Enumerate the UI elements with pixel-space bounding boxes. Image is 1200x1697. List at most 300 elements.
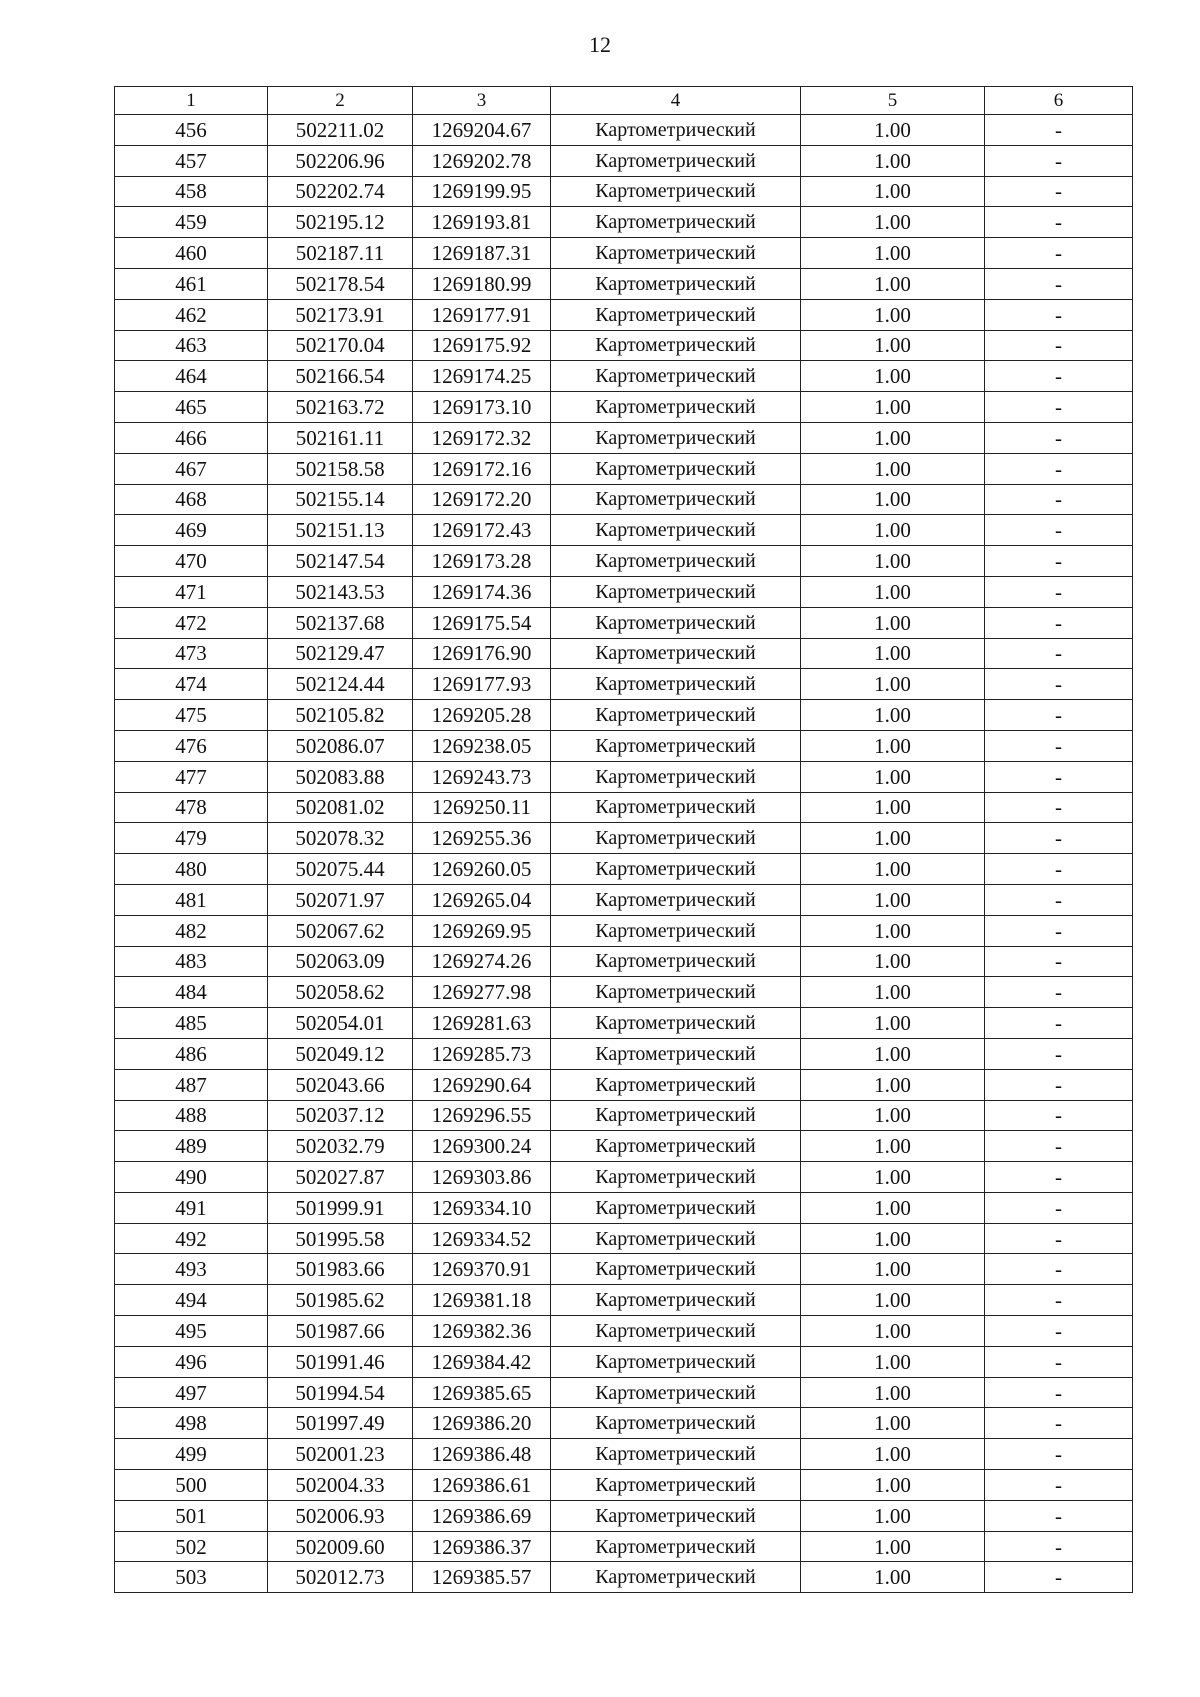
table-row: [115, 638, 1133, 669]
y-coordinate-cell: 1269173.10: [413, 392, 551, 423]
accuracy-cell: 1.00: [801, 115, 985, 146]
method-cell: Картометрический: [551, 268, 801, 299]
table-row: [115, 1439, 1133, 1470]
point-number-cell: 456: [115, 115, 268, 146]
point-number-cell: 481: [115, 884, 268, 915]
y-coordinate-cell: 1269243.73: [413, 761, 551, 792]
x-coordinate-cell: 502124.44: [268, 669, 413, 700]
y-coordinate-cell: 1269173.28: [413, 546, 551, 577]
note-cell: -: [985, 884, 1133, 915]
method-cell: Картометрический: [551, 207, 801, 238]
table-row: [115, 1408, 1133, 1439]
point-number-cell: 491: [115, 1192, 268, 1223]
accuracy-cell: 1.00: [801, 422, 985, 453]
x-coordinate-cell: 502012.73: [268, 1562, 413, 1593]
method-cell: Картометрический: [551, 576, 801, 607]
y-coordinate-cell: 1269370.91: [413, 1254, 551, 1285]
table-row: [115, 607, 1133, 638]
note-cell: -: [985, 1500, 1133, 1531]
y-coordinate-cell: 1269386.48: [413, 1439, 551, 1470]
method-cell: Картометрический: [551, 792, 801, 823]
x-coordinate-cell: 501983.66: [268, 1254, 413, 1285]
point-number-cell: 474: [115, 669, 268, 700]
point-number-cell: 457: [115, 145, 268, 176]
y-coordinate-cell: 1269175.92: [413, 330, 551, 361]
note-cell: -: [985, 730, 1133, 761]
method-cell: Картометрический: [551, 946, 801, 977]
table-row: [115, 761, 1133, 792]
accuracy-cell: 1.00: [801, 1069, 985, 1100]
x-coordinate-cell: 501997.49: [268, 1408, 413, 1439]
table-row: [115, 1254, 1133, 1285]
method-cell: Картометрический: [551, 884, 801, 915]
point-number-cell: 492: [115, 1223, 268, 1254]
note-cell: -: [985, 238, 1133, 269]
accuracy-cell: 1.00: [801, 823, 985, 854]
point-number-cell: 500: [115, 1470, 268, 1501]
table-row: [115, 946, 1133, 977]
point-number-cell: 471: [115, 576, 268, 607]
note-cell: -: [985, 1038, 1133, 1069]
accuracy-cell: 1.00: [801, 977, 985, 1008]
method-cell: Картометрический: [551, 1285, 801, 1316]
note-cell: -: [985, 823, 1133, 854]
accuracy-cell: 1.00: [801, 330, 985, 361]
x-coordinate-cell: 502137.68: [268, 607, 413, 638]
note-cell: -: [985, 1223, 1133, 1254]
x-coordinate-cell: 502158.58: [268, 453, 413, 484]
x-coordinate-cell: 502178.54: [268, 268, 413, 299]
note-cell: -: [985, 1162, 1133, 1193]
table-row: [115, 915, 1133, 946]
note-cell: -: [985, 145, 1133, 176]
x-coordinate-cell: 502195.12: [268, 207, 413, 238]
x-coordinate-cell: 502081.02: [268, 792, 413, 823]
table-row: [115, 422, 1133, 453]
table-row: [115, 1377, 1133, 1408]
x-coordinate-cell: 502001.23: [268, 1439, 413, 1470]
method-cell: Картометрический: [551, 915, 801, 946]
accuracy-cell: 1.00: [801, 946, 985, 977]
note-cell: -: [985, 915, 1133, 946]
table-row: [115, 207, 1133, 238]
note-cell: -: [985, 1439, 1133, 1470]
x-coordinate-cell: 502078.32: [268, 823, 413, 854]
y-coordinate-cell: 1269177.93: [413, 669, 551, 700]
method-cell: Картометрический: [551, 299, 801, 330]
method-cell: Картометрический: [551, 1131, 801, 1162]
table-row: [115, 576, 1133, 607]
table-row: [115, 176, 1133, 207]
note-cell: -: [985, 515, 1133, 546]
y-coordinate-cell: 1269386.61: [413, 1470, 551, 1501]
accuracy-cell: 1.00: [801, 761, 985, 792]
accuracy-cell: 1.00: [801, 884, 985, 915]
table-row: [115, 700, 1133, 731]
method-cell: Картометрический: [551, 1470, 801, 1501]
method-cell: Картометрический: [551, 1316, 801, 1347]
point-number-cell: 467: [115, 453, 268, 484]
table-row: [115, 977, 1133, 1008]
x-coordinate-cell: 502067.62: [268, 915, 413, 946]
note-cell: -: [985, 392, 1133, 423]
point-number-cell: 489: [115, 1131, 268, 1162]
y-coordinate-cell: 1269202.78: [413, 145, 551, 176]
x-coordinate-cell: 502129.47: [268, 638, 413, 669]
header-row: [115, 87, 1133, 115]
table-row: [115, 1192, 1133, 1223]
note-cell: -: [985, 1377, 1133, 1408]
x-coordinate-cell: 502206.96: [268, 145, 413, 176]
y-coordinate-cell: 1269386.69: [413, 1500, 551, 1531]
y-coordinate-cell: 1269250.11: [413, 792, 551, 823]
accuracy-cell: 1.00: [801, 638, 985, 669]
x-coordinate-cell: 502173.91: [268, 299, 413, 330]
note-cell: -: [985, 361, 1133, 392]
method-cell: Картометрический: [551, 607, 801, 638]
point-number-cell: 484: [115, 977, 268, 1008]
accuracy-cell: 1.00: [801, 1162, 985, 1193]
method-cell: Картометрический: [551, 700, 801, 731]
y-coordinate-cell: 1269177.91: [413, 299, 551, 330]
note-cell: -: [985, 484, 1133, 515]
point-number-cell: 495: [115, 1316, 268, 1347]
y-coordinate-cell: 1269187.31: [413, 238, 551, 269]
accuracy-cell: 1.00: [801, 361, 985, 392]
table-row: [115, 854, 1133, 885]
y-coordinate-cell: 1269334.52: [413, 1223, 551, 1254]
method-cell: Картометрический: [551, 1192, 801, 1223]
y-coordinate-cell: 1269174.36: [413, 576, 551, 607]
x-coordinate-cell: 502187.11: [268, 238, 413, 269]
y-coordinate-cell: 1269175.54: [413, 607, 551, 638]
table-row: [115, 115, 1133, 146]
x-coordinate-cell: 502006.93: [268, 1500, 413, 1531]
x-coordinate-cell: 502170.04: [268, 330, 413, 361]
point-number-cell: 480: [115, 854, 268, 885]
table-header: [115, 87, 1133, 115]
point-number-cell: 496: [115, 1346, 268, 1377]
table-row: [115, 1285, 1133, 1316]
y-coordinate-cell: 1269238.05: [413, 730, 551, 761]
method-cell: Картометрический: [551, 1408, 801, 1439]
x-coordinate-cell: 502105.82: [268, 700, 413, 731]
x-coordinate-cell: 502155.14: [268, 484, 413, 515]
note-cell: -: [985, 1316, 1133, 1347]
y-coordinate-cell: 1269255.36: [413, 823, 551, 854]
point-number-cell: 459: [115, 207, 268, 238]
point-number-cell: 476: [115, 730, 268, 761]
accuracy-cell: 1.00: [801, 1038, 985, 1069]
column-header-6: 6: [985, 87, 1133, 115]
x-coordinate-cell: 501985.62: [268, 1285, 413, 1316]
table-row: [115, 238, 1133, 269]
method-cell: Картометрический: [551, 1500, 801, 1531]
point-number-cell: 473: [115, 638, 268, 669]
x-coordinate-cell: 502151.13: [268, 515, 413, 546]
method-cell: Картометрический: [551, 453, 801, 484]
x-coordinate-cell: 501994.54: [268, 1377, 413, 1408]
accuracy-cell: 1.00: [801, 268, 985, 299]
point-number-cell: 463: [115, 330, 268, 361]
point-number-cell: 461: [115, 268, 268, 299]
y-coordinate-cell: 1269303.86: [413, 1162, 551, 1193]
note-cell: -: [985, 1346, 1133, 1377]
point-number-cell: 501: [115, 1500, 268, 1531]
x-coordinate-cell: 502071.97: [268, 884, 413, 915]
column-header-3: 3: [413, 87, 551, 115]
y-coordinate-cell: 1269172.20: [413, 484, 551, 515]
accuracy-cell: 1.00: [801, 145, 985, 176]
method-cell: Картометрический: [551, 361, 801, 392]
point-number-cell: 497: [115, 1377, 268, 1408]
column-header-4: 4: [551, 87, 801, 115]
y-coordinate-cell: 1269382.36: [413, 1316, 551, 1347]
x-coordinate-cell: 502083.88: [268, 761, 413, 792]
method-cell: Картометрический: [551, 1069, 801, 1100]
method-cell: Картометрический: [551, 669, 801, 700]
y-coordinate-cell: 1269385.65: [413, 1377, 551, 1408]
note-cell: -: [985, 330, 1133, 361]
point-number-cell: 503: [115, 1562, 268, 1593]
accuracy-cell: 1.00: [801, 700, 985, 731]
note-cell: -: [985, 638, 1133, 669]
table-row: [115, 1346, 1133, 1377]
point-number-cell: 483: [115, 946, 268, 977]
point-number-cell: 466: [115, 422, 268, 453]
accuracy-cell: 1.00: [801, 1131, 985, 1162]
y-coordinate-cell: 1269199.95: [413, 176, 551, 207]
coordinates-table: [114, 86, 1133, 1593]
note-cell: -: [985, 1470, 1133, 1501]
y-coordinate-cell: 1269274.26: [413, 946, 551, 977]
x-coordinate-cell: 502211.02: [268, 115, 413, 146]
y-coordinate-cell: 1269172.16: [413, 453, 551, 484]
x-coordinate-cell: 502037.12: [268, 1100, 413, 1131]
method-cell: Картометрический: [551, 176, 801, 207]
y-coordinate-cell: 1269385.57: [413, 1562, 551, 1593]
accuracy-cell: 1.00: [801, 1408, 985, 1439]
y-coordinate-cell: 1269384.42: [413, 1346, 551, 1377]
accuracy-cell: 1.00: [801, 299, 985, 330]
accuracy-cell: 1.00: [801, 730, 985, 761]
method-cell: Картометрический: [551, 761, 801, 792]
method-cell: Картометрический: [551, 1439, 801, 1470]
y-coordinate-cell: 1269172.43: [413, 515, 551, 546]
note-cell: -: [985, 1192, 1133, 1223]
note-cell: -: [985, 115, 1133, 146]
table-row: [115, 1069, 1133, 1100]
x-coordinate-cell: 502202.74: [268, 176, 413, 207]
point-number-cell: 462: [115, 299, 268, 330]
y-coordinate-cell: 1269296.55: [413, 1100, 551, 1131]
accuracy-cell: 1.00: [801, 453, 985, 484]
x-coordinate-cell: 502009.60: [268, 1531, 413, 1562]
table-row: [115, 484, 1133, 515]
x-coordinate-cell: 502063.09: [268, 946, 413, 977]
y-coordinate-cell: 1269174.25: [413, 361, 551, 392]
method-cell: Картометрический: [551, 1100, 801, 1131]
accuracy-cell: 1.00: [801, 1100, 985, 1131]
point-number-cell: 502: [115, 1531, 268, 1562]
y-coordinate-cell: 1269193.81: [413, 207, 551, 238]
note-cell: -: [985, 1100, 1133, 1131]
accuracy-cell: 1.00: [801, 854, 985, 885]
x-coordinate-cell: 502161.11: [268, 422, 413, 453]
table-row: [115, 1038, 1133, 1069]
accuracy-cell: 1.00: [801, 576, 985, 607]
note-cell: -: [985, 1531, 1133, 1562]
table-row: [115, 515, 1133, 546]
point-number-cell: 494: [115, 1285, 268, 1316]
point-number-cell: 464: [115, 361, 268, 392]
point-number-cell: 475: [115, 700, 268, 731]
x-coordinate-cell: 502075.44: [268, 854, 413, 885]
accuracy-cell: 1.00: [801, 915, 985, 946]
x-coordinate-cell: 502086.07: [268, 730, 413, 761]
table-row: [115, 1100, 1133, 1131]
page-number: 12: [589, 32, 611, 57]
x-coordinate-cell: 501995.58: [268, 1223, 413, 1254]
y-coordinate-cell: 1269260.05: [413, 854, 551, 885]
y-coordinate-cell: 1269277.98: [413, 977, 551, 1008]
y-coordinate-cell: 1269290.64: [413, 1069, 551, 1100]
table-row: [115, 669, 1133, 700]
accuracy-cell: 1.00: [801, 238, 985, 269]
point-number-cell: 498: [115, 1408, 268, 1439]
point-number-cell: 468: [115, 484, 268, 515]
note-cell: -: [985, 299, 1133, 330]
accuracy-cell: 1.00: [801, 1500, 985, 1531]
accuracy-cell: 1.00: [801, 1346, 985, 1377]
method-cell: Картометрический: [551, 1008, 801, 1039]
method-cell: Картометрический: [551, 977, 801, 1008]
y-coordinate-cell: 1269265.04: [413, 884, 551, 915]
point-number-cell: 487: [115, 1069, 268, 1100]
y-coordinate-cell: 1269204.67: [413, 115, 551, 146]
table-row: [115, 792, 1133, 823]
point-number-cell: 472: [115, 607, 268, 638]
accuracy-cell: 1.00: [801, 515, 985, 546]
note-cell: -: [985, 792, 1133, 823]
accuracy-cell: 1.00: [801, 392, 985, 423]
note-cell: -: [985, 1008, 1133, 1039]
method-cell: Картометрический: [551, 1377, 801, 1408]
table-row: [115, 330, 1133, 361]
method-cell: Картометрический: [551, 638, 801, 669]
point-number-cell: 478: [115, 792, 268, 823]
note-cell: -: [985, 176, 1133, 207]
method-cell: Картометрический: [551, 1038, 801, 1069]
x-coordinate-cell: 502163.72: [268, 392, 413, 423]
column-header-2: 2: [268, 87, 413, 115]
table-row: [115, 1162, 1133, 1193]
point-number-cell: 485: [115, 1008, 268, 1039]
accuracy-cell: 1.00: [801, 176, 985, 207]
note-cell: -: [985, 1131, 1133, 1162]
table-row: [115, 268, 1133, 299]
y-coordinate-cell: 1269180.99: [413, 268, 551, 299]
method-cell: Картометрический: [551, 1562, 801, 1593]
y-coordinate-cell: 1269269.95: [413, 915, 551, 946]
point-number-cell: 460: [115, 238, 268, 269]
accuracy-cell: 1.00: [801, 1254, 985, 1285]
x-coordinate-cell: 501999.91: [268, 1192, 413, 1223]
x-coordinate-cell: 502049.12: [268, 1038, 413, 1069]
y-coordinate-cell: 1269285.73: [413, 1038, 551, 1069]
y-coordinate-cell: 1269300.24: [413, 1131, 551, 1162]
x-coordinate-cell: 502032.79: [268, 1131, 413, 1162]
x-coordinate-cell: 502147.54: [268, 546, 413, 577]
table-row: [115, 1470, 1133, 1501]
method-cell: Картометрический: [551, 1223, 801, 1254]
y-coordinate-cell: 1269381.18: [413, 1285, 551, 1316]
table-row: [115, 1562, 1133, 1593]
x-coordinate-cell: 502054.01: [268, 1008, 413, 1039]
note-cell: -: [985, 977, 1133, 1008]
note-cell: -: [985, 1285, 1133, 1316]
y-coordinate-cell: 1269386.20: [413, 1408, 551, 1439]
table-row: [115, 546, 1133, 577]
point-number-cell: 482: [115, 915, 268, 946]
note-cell: -: [985, 669, 1133, 700]
table-row: [115, 1316, 1133, 1347]
accuracy-cell: 1.00: [801, 1439, 985, 1470]
accuracy-cell: 1.00: [801, 607, 985, 638]
point-number-cell: 477: [115, 761, 268, 792]
table-row: [115, 1131, 1133, 1162]
note-cell: -: [985, 1408, 1133, 1439]
note-cell: -: [985, 700, 1133, 731]
note-cell: -: [985, 453, 1133, 484]
accuracy-cell: 1.00: [801, 1192, 985, 1223]
point-number-cell: 465: [115, 392, 268, 423]
method-cell: Картометрический: [551, 484, 801, 515]
point-number-cell: 488: [115, 1100, 268, 1131]
method-cell: Картометрический: [551, 730, 801, 761]
table-row: [115, 1223, 1133, 1254]
accuracy-cell: 1.00: [801, 546, 985, 577]
point-number-cell: 470: [115, 546, 268, 577]
point-number-cell: 499: [115, 1439, 268, 1470]
table-row: [115, 823, 1133, 854]
x-coordinate-cell: 502143.53: [268, 576, 413, 607]
note-cell: -: [985, 1069, 1133, 1100]
y-coordinate-cell: 1269205.28: [413, 700, 551, 731]
method-cell: Картометрический: [551, 854, 801, 885]
y-coordinate-cell: 1269386.37: [413, 1531, 551, 1562]
accuracy-cell: 1.00: [801, 1531, 985, 1562]
table-row: [115, 299, 1133, 330]
table-row: [115, 361, 1133, 392]
x-coordinate-cell: 501991.46: [268, 1346, 413, 1377]
table-row: [115, 453, 1133, 484]
note-cell: -: [985, 268, 1133, 299]
y-coordinate-cell: 1269334.10: [413, 1192, 551, 1223]
accuracy-cell: 1.00: [801, 792, 985, 823]
point-number-cell: 493: [115, 1254, 268, 1285]
note-cell: -: [985, 207, 1133, 238]
note-cell: -: [985, 854, 1133, 885]
note-cell: -: [985, 576, 1133, 607]
accuracy-cell: 1.00: [801, 1285, 985, 1316]
table-row: [115, 730, 1133, 761]
method-cell: Картометрический: [551, 823, 801, 854]
note-cell: -: [985, 1562, 1133, 1593]
point-number-cell: 486: [115, 1038, 268, 1069]
accuracy-cell: 1.00: [801, 1316, 985, 1347]
note-cell: -: [985, 422, 1133, 453]
